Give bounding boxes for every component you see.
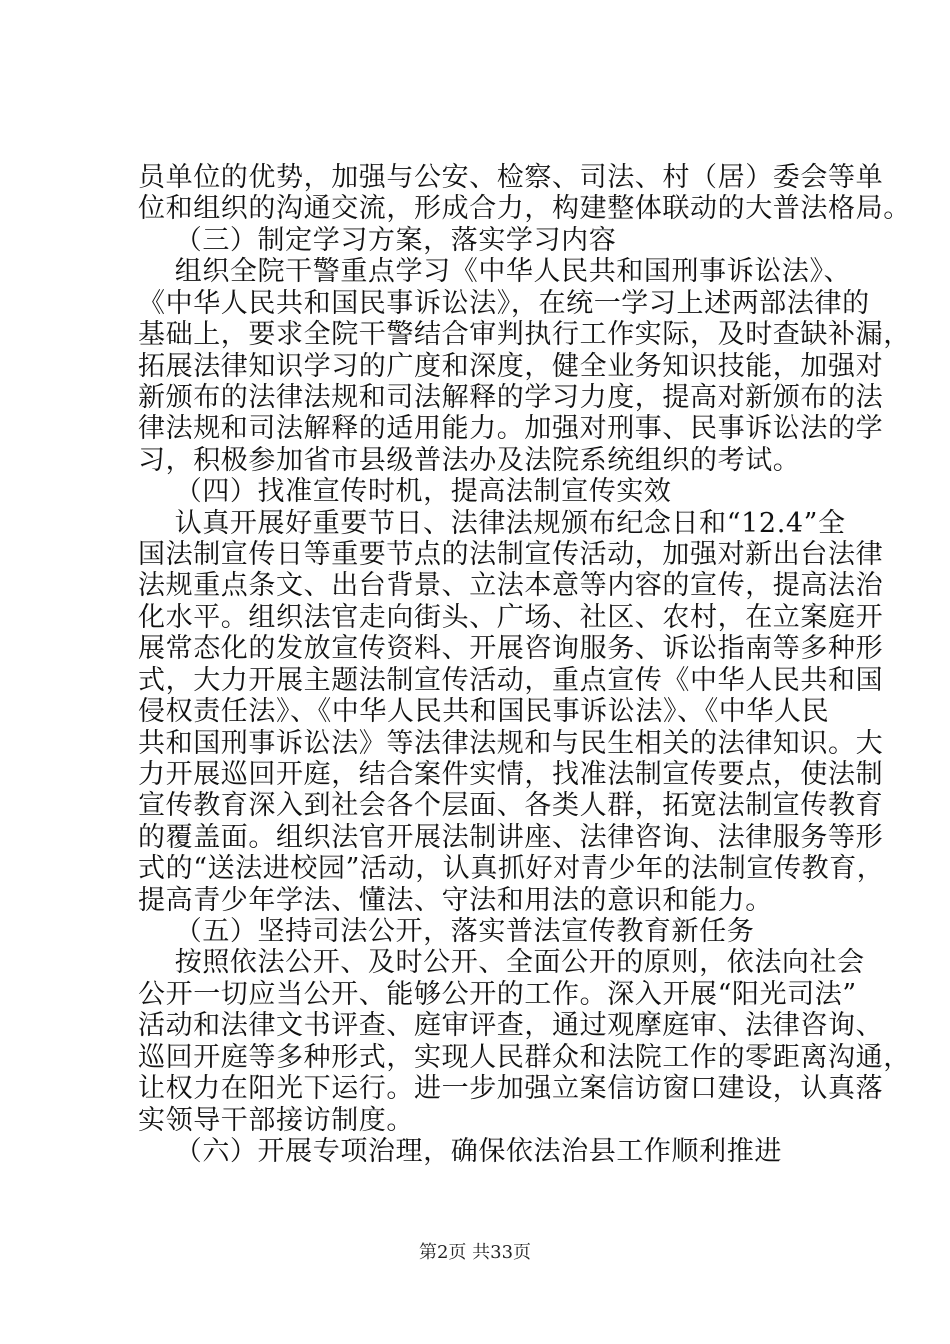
text-line: 习，积极参加省市县级普法办及法院系统组织的考试。 xyxy=(138,445,801,476)
text-line: 基础上，要求全院干警结合审判执行工作实际，及时查缺补漏， xyxy=(138,319,911,350)
text-line: （六）开展专项治理，确保依法治县工作顺利推进 xyxy=(138,1136,782,1167)
text-line: 让权力在阳光下运行。进一步加强立案信访窗口建设，认真落 xyxy=(138,1073,884,1104)
text-line: 员单位的优势，加强与公安、检察、司法、村（居）委会等单 xyxy=(138,162,884,193)
page-footer: 第2页 共33页 xyxy=(418,1242,532,1263)
text-line: 侵权责任法》、《中华人民共和国民事诉讼法》、《中华人民 xyxy=(138,696,830,727)
text-line: 新颁布的法律法规和司法解释的学习力度，提高对新颁布的法 xyxy=(138,382,884,413)
text-line: 位和组织的沟通交流，形成合力，构建整体联动的大普法格局。 xyxy=(138,193,911,224)
text-line: 力开展巡回开庭，结合案件实情，找准法制宣传要点，使法制 xyxy=(138,759,884,790)
text-line: 活动和法律文书评查、庭审评查，通过观摩庭审、法律咨询、 xyxy=(138,1010,884,1041)
text-line: 式，大力开展主题法制宣传活动，重点宣传《中华人民共和国 xyxy=(138,665,884,696)
text-line: 实领导干部接访制度。 xyxy=(138,1105,414,1136)
text-line: 律法规和司法解释的适用能力。加强对刑事、民事诉讼法的学 xyxy=(138,413,884,444)
text-line: 拓展法律知识学习的广度和深度，健全业务知识技能，加强对 xyxy=(138,351,884,382)
text-line: 认真开展好重要节日、法律法规颁布纪念日和“12.4”全 xyxy=(138,508,846,539)
text-line: 国法制宣传日等重要节点的法制宣传活动，加强对新出台法律 xyxy=(138,539,884,570)
text-line: 的覆盖面。组织法官开展法制讲座、法律咨询、法律服务等形 xyxy=(138,822,884,853)
text-line: 按照依法公开、及时公开、全面公开的原则，依法向社会 xyxy=(138,947,865,978)
text-line: 法规重点条文、出台背景、立法本意等内容的宣传，提高法治 xyxy=(138,570,884,601)
text-line: 提高青少年学法、懂法、守法和用法的意识和能力。 xyxy=(138,885,773,916)
text-line: （三）制定学习方案，落实学习内容 xyxy=(138,225,617,256)
text-line: （五）坚持司法公开，落实普法宣传教育新任务 xyxy=(138,916,755,947)
text-line: 组织全院干警重点学习《中华人民共和国刑事诉讼法》、 xyxy=(138,256,852,287)
text-line: （四）找准宣传时机，提高法制宣传实效 xyxy=(138,476,672,507)
text-line: 巡回开庭等多种形式，实现人民群众和法院工作的零距离沟通， xyxy=(138,1042,911,1073)
text-line: 公开一切应当公开、能够公开的工作。深入开展“阳光司法” xyxy=(138,979,857,1010)
text-line: 展常态化的发放宣传资料、开展咨询服务、诉讼指南等多种形 xyxy=(138,633,884,664)
text-line: 共和国刑事诉讼法》等法律法规和与民生相关的法律知识。大 xyxy=(138,728,884,759)
text-line: 式的“送法进校园”活动，认真抓好对青少年的法制宣传教育， xyxy=(138,853,885,884)
text-line: 《中华人民共和国民事诉讼法》，在统一学习上述两部法律的 xyxy=(138,288,870,319)
text-line: 宣传教育深入到社会各个层面、各类人群，拓宽法制宣传教育 xyxy=(138,790,884,821)
text-line: 化水平。组织法官走向街头、广场、社区、农村，在立案庭开 xyxy=(138,602,884,633)
